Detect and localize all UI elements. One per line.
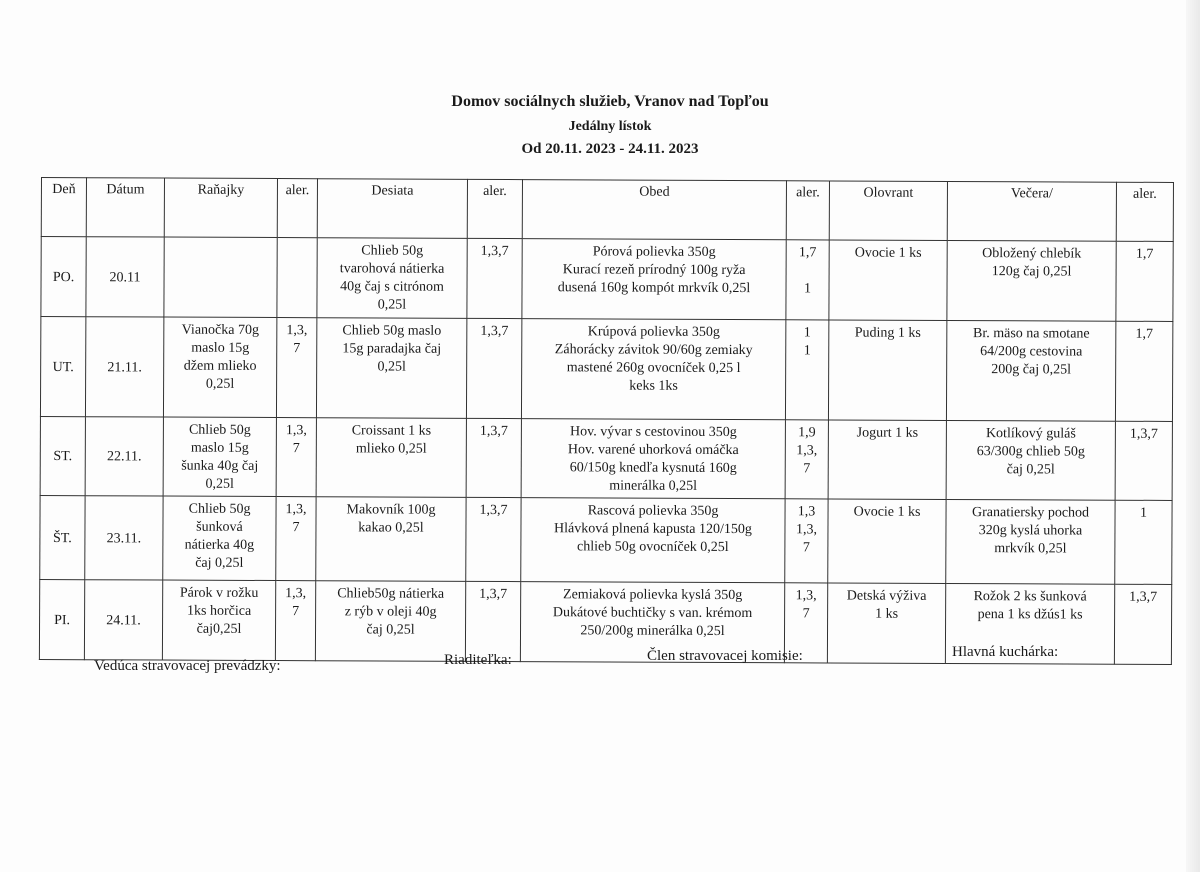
lunch-cell: Pórová polievka 350g Kurací rezeň prírodný 100g ryža dusená 160g kompót mrkvík 0,25l [522,239,786,320]
col-header: Raňajky [164,178,277,237]
afternoon-snack-cell: Puding 1 ks [828,320,946,421]
breakfast-cell: Chlieb 50g šunková nátierka 40g čaj 0,25l [163,496,276,580]
dinner-allergens-cell: 1,3,7 [1115,421,1172,500]
snack-allergens-cell: 1,3,7 [465,581,520,661]
col-header: aler. [1116,182,1173,241]
lunch-allergens-cell: 1,9 1,3, 7 [785,420,828,499]
col-header: aler. [467,179,522,238]
dinner-cell: Granatiersky pochod 320g kyslá uhorka mrkvík 0,25l [946,499,1115,584]
table-row [40,416,1172,500]
col-header: Obed [522,180,786,240]
breakfast-cell [164,237,277,317]
signature-director: Riaditeľka: [444,652,512,668]
lunch-allergens-cell: 1,3 1,3, 7 [785,499,828,583]
lunch-allergens-cell: 1,3, 7 [784,583,827,663]
menu-table [39,177,1174,665]
header-row [41,178,1173,242]
snack-cell: Croissant 1 ks mlieko 0,25l [316,418,466,498]
col-header: Večera/ [947,181,1116,241]
date-cell: 20.11 [86,237,164,317]
day-cell: UT. [40,317,85,417]
signature-committee-member: Člen stravovacej komisie: [647,648,803,664]
snack-allergens-cell: 1,3,7 [466,497,521,581]
snack-allergens-cell: 1,3,7 [466,318,521,418]
table-row [40,317,1172,422]
afternoon-snack-cell: Ovocie 1 ks [829,240,947,321]
breakfast-allergens-cell: 1,3, 7 [276,318,316,418]
signature-line [0,644,1200,674]
breakfast-cell: Chlieb 50g maslo 15g šunka 40g čaj 0,25l [163,417,276,496]
breakfast-allergens-cell [277,238,317,318]
lunch-allergens-cell: 1 1 [785,320,828,420]
lunch-cell: Zemiaková polievka kyslá 350g Dukátové buchtičky s van. krémom 250/200g minerálka 0,25l [520,582,784,663]
lunch-allergens-cell: 1,7 1 [786,240,829,320]
breakfast-allergens-cell: 1,3, 7 [276,418,316,497]
day-cell: ST. [40,416,85,495]
dinner-allergens-cell: 1,3,7 [1114,584,1171,664]
snack-cell: Makovník 100g kakao 0,25l [316,497,466,582]
dinner-cell: Br. mäso na smotane 64/200g cestovina 200g čaj 0,25l [946,320,1115,421]
breakfast-cell: Vianočka 70g maslo 15g džem mlieko 0,25l [163,317,276,417]
date-cell: 23.11. [85,496,163,580]
afternoon-snack-cell: Ovocie 1 ks [828,499,946,584]
col-header: aler. [786,181,829,240]
document-title: Jedálny lístok [568,119,652,134]
table-row [41,237,1173,322]
col-header: aler. [277,179,317,238]
dinner-cell: Rožok 2 ks šunková pena 1 ks džús1 ks [945,583,1114,664]
dinner-allergens-cell: 1,7 [1115,321,1172,421]
snack-cell: Chlieb 50g tvarohová nátierka 40g čaj s citrónom 0,25l [317,238,467,319]
dinner-cell: Obložený chlebík 120g čaj 0,25l [947,240,1116,321]
col-header: Olovrant [829,181,947,241]
afternoon-snack-cell: Detská výživa 1 ks [827,583,945,664]
day-cell: PI. [39,579,84,659]
breakfast-cell: Párok v rožku 1ks horčica čaj0,25l [162,580,275,660]
lunch-cell: Rascová polievka 350g Hlávková plnená kapusta 120/150g chlieb 50g ovocníček 0,25l [521,498,785,583]
afternoon-snack-cell: Jogurt 1 ks [828,420,946,500]
col-header: Desiata [317,179,467,239]
signature-head-of-catering: Vedúca stravovacej prevádzky: [94,658,281,674]
lunch-cell: Hov. vývar s cestovinou 350g Hov. varené uhorková omáčka 60/150g knedľa kysnutá 160g minerálka 0,25l [521,419,785,499]
organization-title: Domov sociálnych služieb, Vranov nad Topľou [451,93,769,110]
period-title: Od 20.11. 2023 - 24.11. 2023 [521,141,699,157]
date-cell: 24.11. [84,580,162,660]
lunch-cell: Krúpová polievka 350g Záhorácky závitok 90/60g zemiaky mastené 260g ovocníček 0,25 l keks 1ks [521,319,785,420]
day-cell: PO. [41,237,86,317]
col-header: Dátum [86,178,164,237]
date-cell: 22.11. [85,417,163,496]
day-cell: ŠT. [40,495,85,579]
dinner-allergens-cell: 1 [1115,500,1172,584]
dinner-cell: Kotlíkový guláš 63/300g chlieb 50g čaj 0,25l [946,420,1115,500]
table-row [40,495,1172,584]
breakfast-allergens-cell: 1,3, 7 [275,581,315,661]
col-header: Deň [41,178,86,237]
snack-allergens-cell: 1,3,7 [467,238,522,318]
snack-cell: Chlieb50g nátierka z rýb v oleji 40g čaj 0,25l [315,581,465,662]
breakfast-allergens-cell: 1,3, 7 [276,497,316,581]
snack-cell: Chlieb 50g maslo 15g paradajka čaj 0,25l [316,318,466,419]
date-cell: 21.11. [85,317,163,417]
dinner-allergens-cell: 1,7 [1116,241,1173,321]
snack-allergens-cell: 1,3,7 [466,418,521,497]
signature-head-cook: Hlavná kuchárka: [952,644,1059,660]
